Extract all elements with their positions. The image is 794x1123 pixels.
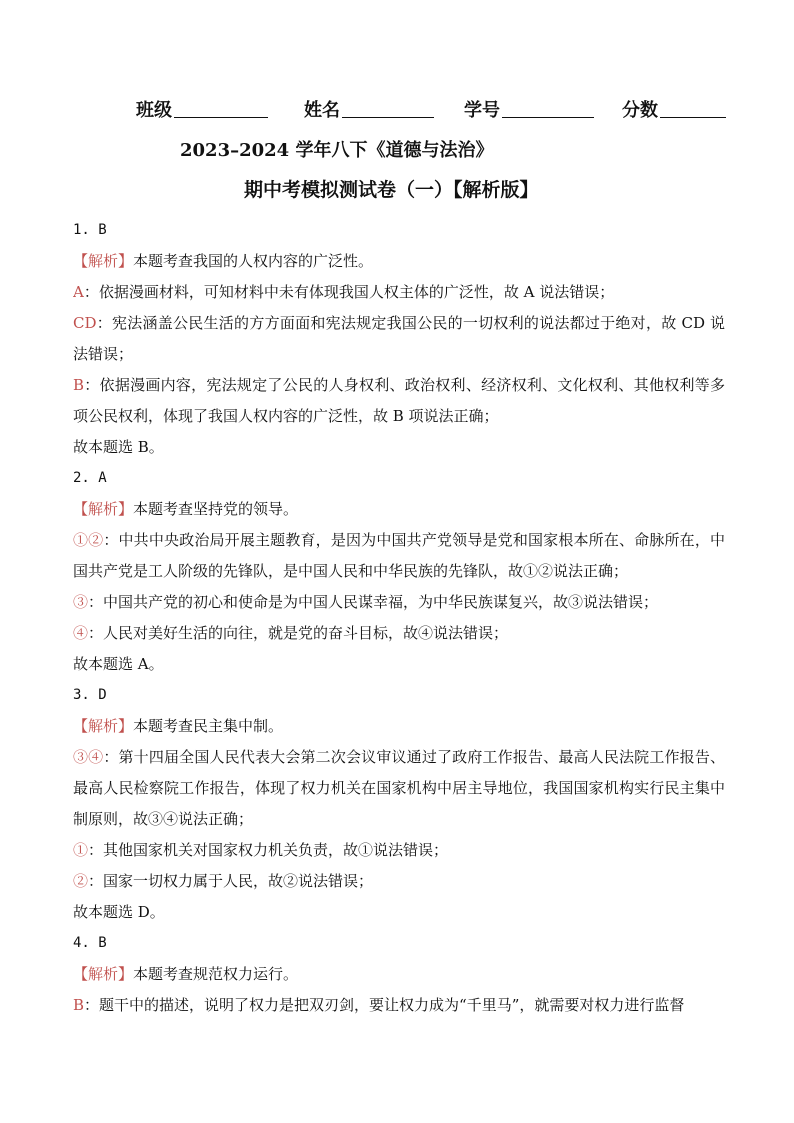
- question-number: 2. A: [73, 470, 107, 486]
- option-explanation: [73, 835, 725, 866]
- analysis-tag: 【解析】: [73, 965, 134, 983]
- option-text: ：人民对美好生活的向往，就是党的奋斗目标，故④说法错误；: [88, 624, 509, 642]
- analysis-line: [73, 959, 725, 990]
- option-prefix: ①②: [73, 531, 104, 549]
- question-number: 3. D: [73, 687, 107, 703]
- option-prefix: ④: [73, 624, 89, 642]
- option-explanation: [73, 525, 725, 587]
- analysis-line: [73, 494, 725, 525]
- question-block: [73, 463, 725, 680]
- conclusion-line: 故本题选 A。: [73, 655, 164, 673]
- option-prefix: B: [73, 996, 85, 1014]
- question-block: [73, 680, 725, 928]
- option-text: ：依据漫画内容，宪法规定了公民的人身权利、政治权利、经济权利、文化权利、其他权利等多项公民权利，体现了我国人权内容的广泛性，故 B 项说法正确；: [73, 376, 725, 425]
- name-field: [304, 96, 434, 122]
- name-blank[interactable]: [342, 97, 434, 118]
- option-text: ：中共中央政治局开展主题教育，是因为中国共产党领导是党和国家根本所在、命脉所在，中国共产党是工人阶级的先锋队，是中国人民和中华民族的先锋队，故①②说法正确；: [73, 531, 725, 580]
- option-explanation: [73, 618, 725, 649]
- student-id-field: [464, 96, 594, 122]
- conclusion-line: 故本题选 B。: [73, 438, 164, 456]
- option-text: ：中国共产党的初心和使命是为中国人民谋幸福，为中华民族谋复兴，故③说法错误；: [88, 593, 659, 611]
- score-label: 分数: [622, 100, 658, 121]
- option-text: ：其他国家机关对国家权力机关负责，故①说法错误；: [88, 841, 449, 859]
- option-prefix: ①: [73, 841, 89, 859]
- option-text: ：国家一切权力属于人民，故②说法错误；: [88, 872, 374, 890]
- analysis-text: 本题考查规范权力运行。: [133, 965, 299, 983]
- analysis-line: [73, 711, 725, 742]
- class-label: 班级: [136, 100, 172, 121]
- name-label: 姓名: [304, 100, 340, 121]
- class-blank[interactable]: [174, 97, 268, 118]
- analysis-tag: 【解析】: [73, 252, 134, 270]
- question-block: [73, 215, 725, 463]
- exam-title-line2: 期中考模拟测试卷（一）【解析版】: [244, 179, 539, 201]
- analysis-tag: 【解析】: [73, 500, 134, 518]
- analysis-text: 本题考查我国的人权内容的广泛性。: [133, 252, 374, 270]
- analysis-tag: 【解析】: [73, 717, 134, 735]
- conclusion-line: 故本题选 D。: [73, 903, 165, 921]
- option-prefix: ③④: [73, 748, 104, 766]
- option-explanation: [73, 370, 725, 432]
- option-explanation: [73, 308, 725, 370]
- option-prefix: A: [73, 283, 84, 301]
- option-text: ：第十四届全国人民代表大会第二次会议审议通过了政府工作报告、最高人民法院工作报告、最高人民检察院工作报告，体现了权力机关在国家机构中居主导地位，我国国家机构实行民主集中制原则，故③④说法正确；: [73, 748, 725, 828]
- analysis-text: 本题考查民主集中制。: [133, 717, 284, 735]
- student-id-label: 学号: [464, 100, 500, 121]
- answer-analysis-content: [73, 215, 725, 1021]
- option-explanation: [73, 587, 725, 618]
- score-blank[interactable]: [660, 97, 726, 118]
- analysis-line: [73, 246, 725, 277]
- question-block: [73, 928, 725, 1021]
- class-field: [136, 96, 268, 122]
- student-id-blank[interactable]: [502, 97, 594, 118]
- option-prefix: B: [73, 376, 85, 394]
- option-text: ：题干中的描述，说明了权力是把双刃剑，要让权力成为“千里马”，就需要对权力进行监督: [84, 996, 685, 1014]
- option-prefix: ③: [73, 593, 89, 611]
- option-explanation: [73, 990, 725, 1021]
- option-prefix: CD: [73, 314, 97, 332]
- exam-title-line1: 2023–2024 学年八下《道德与法治》: [180, 140, 494, 161]
- score-field: [622, 96, 726, 122]
- option-prefix: ②: [73, 872, 89, 890]
- option-text: ：依据漫画材料，可知材料中未有体现我国人权主体的广泛性，故 A 说法错误；: [83, 283, 615, 301]
- option-text: ：宪法涵盖公民生活的方方面面和宪法规定我国公民的一切权利的说法都过于绝对，故 CD 说法错误；: [73, 314, 725, 363]
- analysis-text: 本题考查坚持党的领导。: [133, 500, 299, 518]
- option-explanation: [73, 866, 725, 897]
- option-explanation: [73, 742, 725, 835]
- question-number: 1. B: [73, 222, 107, 238]
- option-explanation: [73, 277, 725, 308]
- student-info-header: [136, 96, 726, 124]
- question-number: 4. B: [73, 935, 107, 951]
